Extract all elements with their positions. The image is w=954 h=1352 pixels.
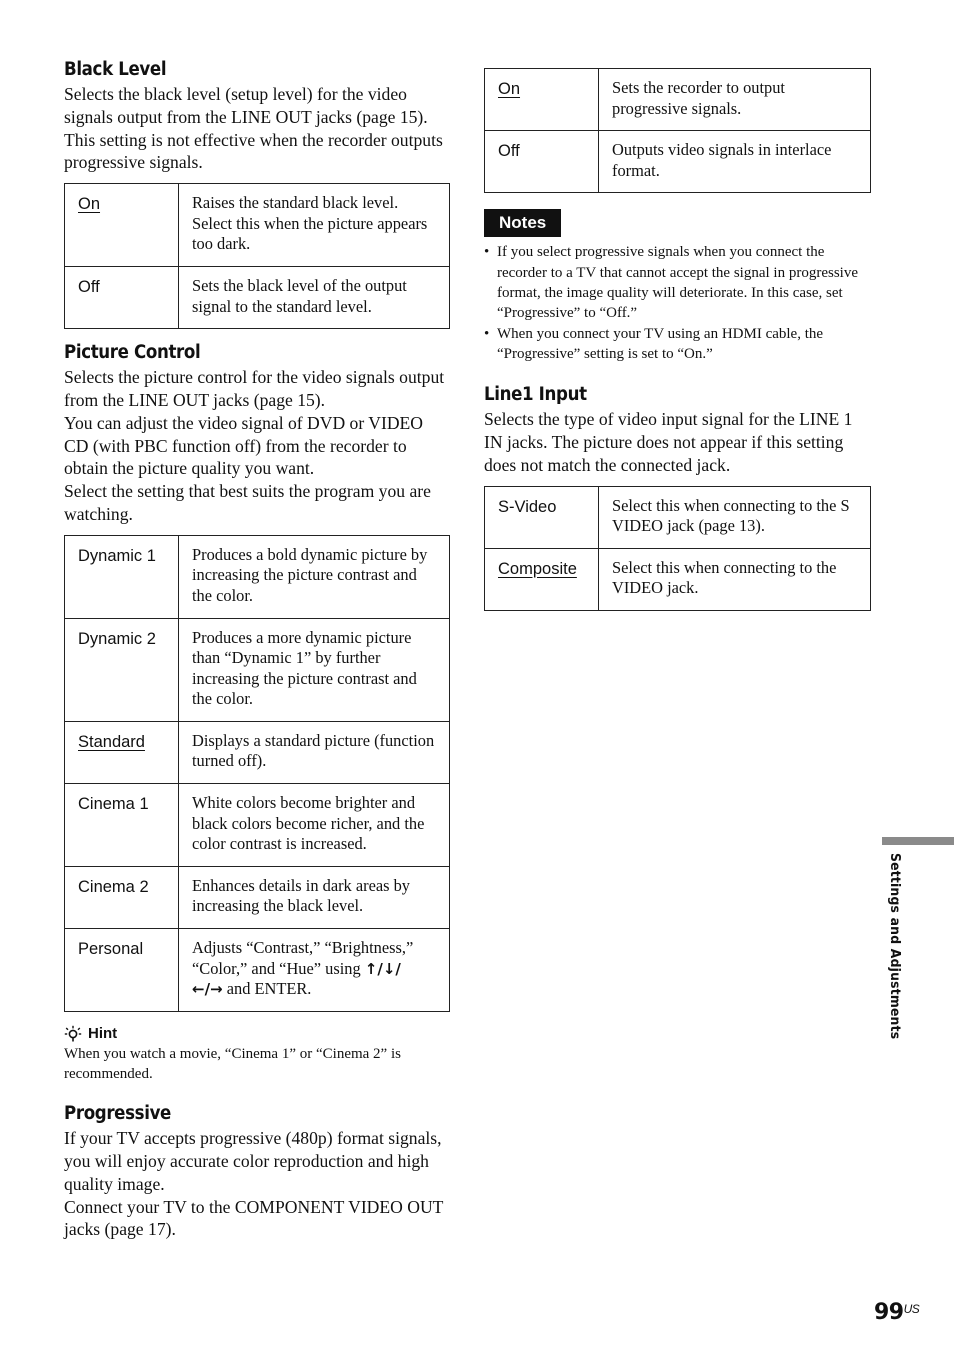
option-desc: Produces a bold dynamic picture by increasing the picture contrast and the color. bbox=[179, 535, 450, 618]
black-level-body-2: This setting is not effective when the recorder outputs progressive signals. bbox=[64, 129, 443, 173]
lightbulb-icon bbox=[64, 1025, 82, 1043]
table-row bbox=[65, 266, 450, 328]
table-row bbox=[485, 69, 871, 131]
picture-control-body-2: You can adjust the video signal of DVD or VIDEO CD (with PBC function off) from the recorder to obtain the picture quality you want. bbox=[64, 412, 424, 479]
option-key: Cinema 1 bbox=[78, 795, 149, 814]
option-key-default: On bbox=[78, 195, 101, 214]
option-key: Personal bbox=[78, 940, 144, 959]
progressive-section bbox=[64, 1102, 450, 1241]
option-desc: Sets the black level of the output signal to the standard level. bbox=[179, 266, 450, 328]
progressive-body-2: Connect your TV to the COMPONENT VIDEO OUT jacks (page 17). bbox=[64, 1196, 444, 1240]
picture-control-heading: Picture Control bbox=[64, 342, 201, 364]
page-number bbox=[874, 1300, 919, 1325]
table-row bbox=[65, 929, 450, 1012]
page-number-value: 99 bbox=[874, 1300, 904, 1325]
progressive-heading: Progressive bbox=[64, 1103, 172, 1125]
black-level-table bbox=[64, 183, 450, 329]
option-key-default: On bbox=[498, 80, 521, 98]
notes-list bbox=[484, 242, 871, 364]
option-desc bbox=[179, 929, 450, 1012]
picture-control-table bbox=[64, 535, 450, 1012]
picture-control-section bbox=[64, 341, 450, 1012]
notes-section bbox=[484, 193, 871, 364]
option-key: Dynamic 2 bbox=[78, 629, 156, 648]
option-desc: Outputs video signals in interlace format. bbox=[599, 131, 871, 193]
picture-control-body-3: Select the setting that best suits the program you are watching. bbox=[64, 481, 431, 524]
list-item: • When you connect your TV using an HDMI cable, the “Progressive” setting is set to “On.” bbox=[484, 324, 871, 365]
line1-input-table bbox=[484, 486, 871, 611]
option-key: Off bbox=[78, 277, 100, 296]
personal-desc-a: Adjusts “Contrast,” “Brightness,” “Color,” and “Hue” using bbox=[192, 938, 414, 978]
list-item: • If you select progressive signals when you connect the recorder to a TV that cannot accept the signal in progressive format, the image quality will deteriorate. In this case, set “Progressive” to “Off.” bbox=[484, 242, 871, 323]
table-row bbox=[485, 486, 871, 548]
hint-section bbox=[64, 1024, 450, 1084]
option-desc: Select this when connecting to the S VIDEO jack (page 13). bbox=[599, 486, 871, 548]
hint-text: When you watch a movie, “Cinema 1” or “Cinema 2” is recommended. bbox=[64, 1045, 401, 1083]
line1-input-heading: Line1 Input bbox=[484, 384, 587, 406]
table-row bbox=[485, 548, 871, 610]
hint-label: Hint bbox=[88, 1024, 118, 1042]
option-key: Cinema 2 bbox=[78, 877, 149, 896]
option-desc: Displays a standard picture (function turned off). bbox=[179, 721, 450, 783]
table-row bbox=[65, 184, 450, 267]
left-right-arrow-icon: ←/→ bbox=[192, 980, 223, 999]
black-level-section bbox=[64, 58, 450, 329]
progressive-body-1: If your TV accepts progressive (480p) format signals, you will enjoy accurate color reproduction and high quality image. bbox=[64, 1128, 442, 1194]
table-row bbox=[65, 618, 450, 721]
table-row bbox=[65, 721, 450, 783]
black-level-body-1: Selects the black level (setup level) for the video signals output from the LINE OUT jacks (page 15). bbox=[64, 84, 428, 127]
option-desc: Raises the standard black level. Select this when the picture appears too dark. bbox=[179, 184, 450, 267]
black-level-heading: Black Level bbox=[64, 59, 167, 80]
table-row bbox=[65, 866, 450, 928]
line1-input-section bbox=[484, 383, 871, 611]
option-key: Dynamic 1 bbox=[78, 546, 156, 565]
line1-input-body: Selects the type of video input signal for the LINE 1 IN jacks. The picture does not appear if this setting does not match the connected jack. bbox=[484, 409, 853, 475]
left-column bbox=[64, 58, 450, 1241]
side-tab-label: Settings and Adjustments bbox=[887, 853, 903, 1040]
notes-badge: Notes bbox=[484, 209, 561, 237]
personal-desc-b: and ENTER. bbox=[222, 979, 312, 999]
table-row bbox=[485, 131, 871, 193]
picture-control-body-1: Selects the picture control for the video signals output from the LINE OUT jacks (page 15). bbox=[64, 367, 445, 410]
side-tab-bar bbox=[882, 837, 954, 845]
option-desc: Select this when connecting to the VIDEO jack. bbox=[599, 548, 871, 610]
option-key-default: Composite bbox=[498, 559, 577, 578]
page-number-suffix: US bbox=[903, 1302, 920, 1316]
table-row bbox=[65, 784, 450, 867]
right-column bbox=[484, 59, 871, 611]
option-key: Off bbox=[498, 142, 520, 161]
option-desc: Produces a more dynamic picture than “Dynamic 1” by further increasing the picture contrast and the color. bbox=[179, 618, 450, 721]
table-row bbox=[65, 535, 450, 618]
option-desc: White colors become brighter and black colors become richer, and the color contrast is increased. bbox=[179, 784, 450, 867]
progressive-table bbox=[484, 68, 871, 193]
up-down-arrow-icon: ↑/↓/ bbox=[364, 959, 401, 978]
option-desc: Sets the recorder to output progressive signals. bbox=[599, 69, 871, 131]
option-desc: Enhances details in dark areas by increasing the black level. bbox=[179, 866, 450, 928]
option-key: S-Video bbox=[498, 497, 557, 516]
option-key-default: Standard bbox=[78, 732, 145, 751]
